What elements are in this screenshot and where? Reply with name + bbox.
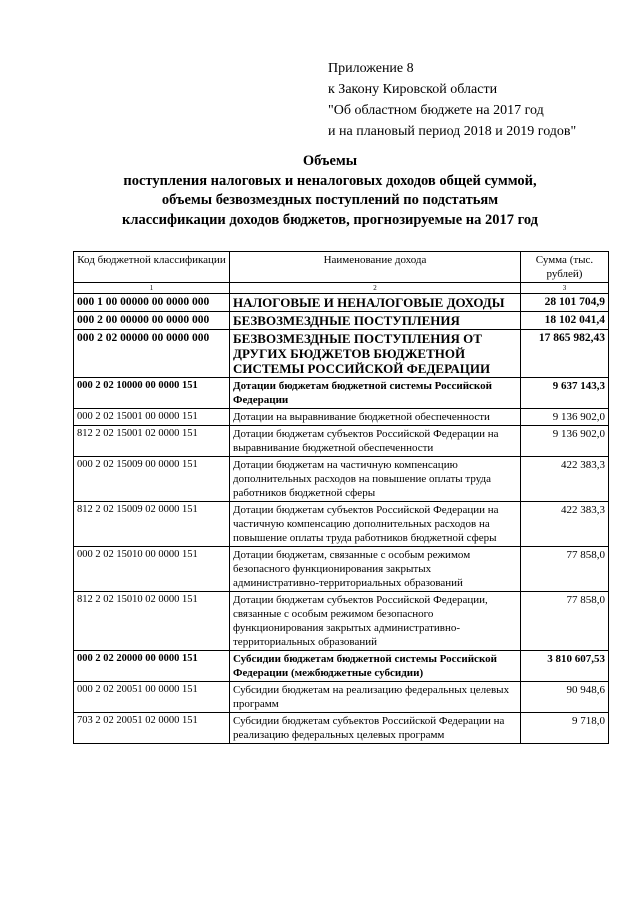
title-line: объемы безвозмездных поступлений по подстатьям: [161, 192, 499, 208]
row-name: БЕЗВОЗМЕЗДНЫЕ ПОСТУПЛЕНИЯ: [230, 312, 521, 330]
table-row: [74, 378, 609, 409]
table-row: [74, 294, 609, 312]
row-name: Субсидии бюджетам субъектов Российской Федерации на реализацию федеральных целевых программ: [230, 713, 521, 744]
row-code: 000 2 02 20000 00 0000 151: [74, 651, 230, 682]
row-name: Дотации бюджетам субъектов Российской Федерации на частичную компенсацию дополнительных расходов на повышение оплаты труда работников бюджетной сферы: [230, 502, 521, 547]
table-row: [74, 682, 609, 713]
row-sum: 18 102 041,4: [521, 312, 609, 330]
row-sum: 90 948,6: [521, 682, 609, 713]
row-sum: 77 858,0: [521, 592, 609, 651]
row-name: БЕЗВОЗМЕЗДНЫЕ ПОСТУПЛЕНИЯ ОТ ДРУГИХ БЮДЖЕТОВ БЮДЖЕТНОЙ СИСТЕМЫ РОССИЙСКОЙ ФЕДЕРАЦИИ: [230, 330, 521, 378]
table-row: [74, 409, 609, 426]
row-code: 000 2 02 10000 00 0000 151: [74, 378, 230, 409]
title-line: классификации доходов бюджетов, прогнозируемые на 2017 год: [121, 211, 538, 228]
row-name: Дотации бюджетам субъектов Российской Федерации на выравнивание бюджетной обеспеченности: [230, 426, 521, 457]
header-code: Код бюджетной классификации: [74, 252, 230, 283]
table-row: [74, 457, 609, 502]
row-name: Дотации бюджетам субъектов Российской Федерации, связанные с особым режимом безопасного функционирования закрытых административно-территориальных образований: [230, 592, 521, 651]
row-code: 812 2 02 15010 02 0000 151: [74, 592, 230, 651]
row-sum: 422 383,3: [521, 502, 609, 547]
annex-line: "Об областном бюджете на 2017 год: [328, 103, 544, 118]
row-code: 000 2 02 15010 00 0000 151: [74, 547, 230, 592]
row-sum: 77 858,0: [521, 547, 609, 592]
row-code: 812 2 02 15009 02 0000 151: [74, 502, 230, 547]
row-name: НАЛОГОВЫЕ И НЕНАЛОГОВЫЕ ДОХОДЫ: [230, 294, 521, 312]
row-code: 812 2 02 15001 02 0000 151: [74, 426, 230, 457]
annex-line: и на плановый период 2018 и 2019 годов": [328, 124, 577, 139]
header-sum: Сумма (тыс. рублей): [521, 252, 609, 283]
table-row: [74, 426, 609, 457]
table-row: [74, 312, 609, 330]
table-header-row: [74, 252, 609, 283]
row-name: Субсидии бюджетам бюджетной системы Российской Федерации (межбюджетные субсидии): [230, 651, 521, 682]
row-code: 000 2 02 15001 00 0000 151: [74, 409, 230, 426]
table-row: [74, 713, 609, 744]
row-sum: 28 101 704,9: [521, 294, 609, 312]
row-code: 703 2 02 20051 02 0000 151: [74, 713, 230, 744]
annex-line: Приложение 8: [328, 61, 414, 76]
title-line: Объемы: [302, 153, 358, 169]
row-sum: 9 718,0: [521, 713, 609, 744]
budget-table: [73, 251, 609, 744]
row-name: Дотации на выравнивание бюджетной обеспеченности: [230, 409, 521, 426]
row-name: Дотации бюджетам, связанные с особым режимом безопасного функционирования закрытых административно-территориальных образований: [230, 547, 521, 592]
row-sum: 422 383,3: [521, 457, 609, 502]
row-name: Дотации бюджетам бюджетной системы Российской Федерации: [230, 378, 521, 409]
table-row: [74, 330, 609, 378]
table-row: [74, 547, 609, 592]
annex-header: [328, 58, 576, 142]
title-line: поступления налоговых и неналоговых доходов общей суммой,: [123, 172, 537, 189]
column-number: 3: [521, 283, 609, 294]
column-number: 1: [74, 283, 230, 294]
column-number-row: [74, 283, 609, 294]
table-row: [74, 651, 609, 682]
row-sum: 3 810 607,53: [521, 651, 609, 682]
row-code: 000 2 02 15009 00 0000 151: [74, 457, 230, 502]
row-code: 000 2 00 00000 00 0000 000: [74, 312, 230, 330]
row-code: 000 1 00 00000 00 0000 000: [74, 294, 230, 312]
row-sum: 9 136 902,0: [521, 426, 609, 457]
table-row: [74, 502, 609, 547]
row-code: 000 2 02 20051 00 0000 151: [74, 682, 230, 713]
header-name: Наименование дохода: [230, 252, 521, 283]
row-name: Субсидии бюджетам на реализацию федеральных целевых программ: [230, 682, 521, 713]
row-sum: 9 637 143,3: [521, 378, 609, 409]
document-title: [60, 152, 600, 230]
column-number: 2: [230, 283, 521, 294]
annex-line: к Закону Кировской области: [328, 82, 498, 97]
row-name: Дотации бюджетам на частичную компенсацию дополнительных расходов на повышение оплаты труда работников бюджетной сферы: [230, 457, 521, 502]
table-row: [74, 592, 609, 651]
row-code: 000 2 02 00000 00 0000 000: [74, 330, 230, 378]
row-sum: 17 865 982,43: [521, 330, 609, 378]
row-sum: 9 136 902,0: [521, 409, 609, 426]
